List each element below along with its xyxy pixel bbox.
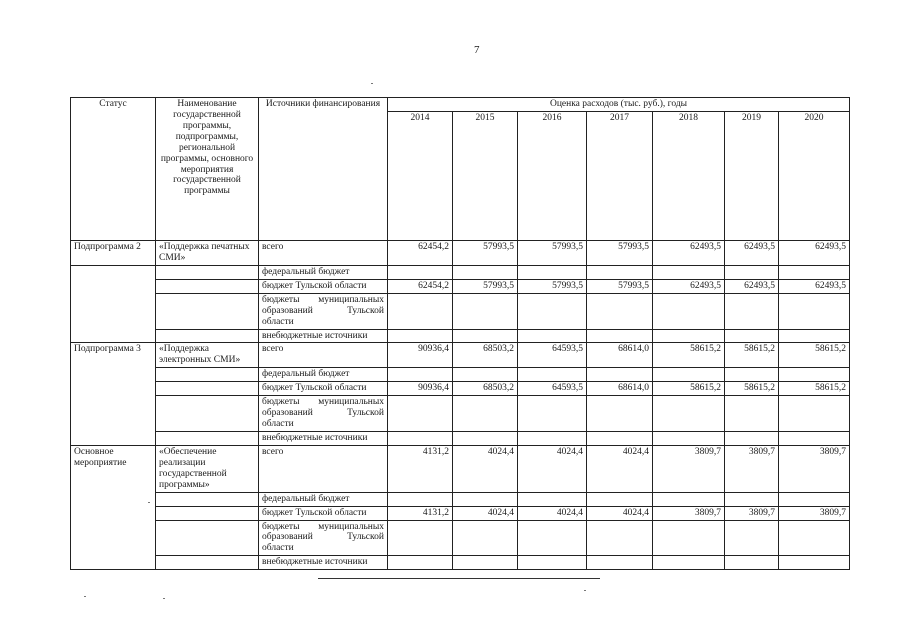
status-cell: Подпрограмма 3 — [71, 343, 156, 446]
value-cell — [388, 396, 453, 432]
value-cell — [725, 556, 779, 570]
value-cell: 58615,2 — [725, 343, 779, 368]
value-cell: 62454,2 — [388, 279, 453, 293]
value-cell — [453, 492, 518, 506]
scan-speck — [371, 83, 373, 84]
value-cell — [587, 329, 653, 343]
value-cell: 62493,5 — [725, 279, 779, 293]
value-cell — [653, 432, 725, 446]
source-cell: внебюджетные источники — [259, 556, 388, 570]
value-cell: 62454,2 — [388, 240, 453, 265]
value-cell — [779, 396, 850, 432]
value-cell — [725, 368, 779, 382]
value-cell: 57993,5 — [453, 279, 518, 293]
table-row — [71, 382, 850, 396]
table-row — [71, 445, 850, 492]
value-cell — [453, 329, 518, 343]
value-cell: 4024,4 — [587, 445, 653, 492]
value-cell — [388, 556, 453, 570]
financing-table — [70, 97, 850, 570]
value-cell — [779, 432, 850, 446]
source-cell: федеральный бюджет — [259, 492, 388, 506]
name-cell-empty — [156, 492, 259, 506]
value-cell: 3809,7 — [653, 506, 725, 520]
name-cell-empty — [156, 520, 259, 556]
table-row — [71, 556, 850, 570]
value-cell: 3809,7 — [779, 506, 850, 520]
value-cell: 58615,2 — [779, 343, 850, 368]
value-cell: 62493,5 — [653, 279, 725, 293]
value-cell — [518, 396, 587, 432]
header-year: 2016 — [518, 111, 587, 240]
header-name: Наименование государственной программы, подпрограммы, региональной программы, основного мероприятия государственной программы — [156, 98, 259, 241]
value-cell — [779, 368, 850, 382]
table-row — [71, 520, 850, 556]
value-cell — [587, 293, 653, 329]
value-cell — [388, 293, 453, 329]
value-cell — [779, 520, 850, 556]
value-cell: 4131,2 — [388, 506, 453, 520]
table-row — [71, 279, 850, 293]
value-cell — [587, 492, 653, 506]
value-cell — [453, 556, 518, 570]
value-cell — [518, 492, 587, 506]
name-cell-empty — [156, 396, 259, 432]
value-cell — [518, 368, 587, 382]
value-cell — [587, 520, 653, 556]
name-cell-empty — [156, 556, 259, 570]
footnote-separator — [318, 578, 600, 579]
value-cell — [725, 329, 779, 343]
name-cell: «Поддержка электронных СМИ» — [156, 343, 259, 368]
value-cell — [518, 520, 587, 556]
value-cell: 64593,5 — [518, 343, 587, 368]
value-cell: 62493,5 — [779, 240, 850, 265]
value-cell: 4024,4 — [453, 445, 518, 492]
table-row — [71, 343, 850, 368]
value-cell — [453, 520, 518, 556]
value-cell — [725, 396, 779, 432]
table-row — [71, 506, 850, 520]
source-cell: бюджет Тульской области — [259, 506, 388, 520]
source-cell: бюджеты муниципальных образований Тульской области — [259, 396, 388, 432]
table-row — [71, 368, 850, 382]
value-cell — [653, 265, 725, 279]
value-cell: 4024,4 — [518, 506, 587, 520]
value-cell: 57993,5 — [587, 279, 653, 293]
value-cell: 3809,7 — [725, 506, 779, 520]
source-cell: внебюджетные источники — [259, 432, 388, 446]
value-cell — [653, 556, 725, 570]
name-cell-empty — [156, 293, 259, 329]
value-cell: 4024,4 — [453, 506, 518, 520]
header-sources: Источники финансирования — [259, 98, 388, 241]
name-cell-empty — [156, 368, 259, 382]
value-cell: 64593,5 — [518, 382, 587, 396]
value-cell: 4024,4 — [587, 506, 653, 520]
source-cell: бюджет Тульской области — [259, 382, 388, 396]
name-cell-empty — [156, 432, 259, 446]
value-cell — [725, 432, 779, 446]
source-cell: внебюджетные источники — [259, 329, 388, 343]
name-cell-empty — [156, 506, 259, 520]
value-cell — [779, 556, 850, 570]
source-cell: бюджеты муниципальных образований Тульской области — [259, 520, 388, 556]
header-year: 2020 — [779, 111, 850, 240]
value-cell — [653, 329, 725, 343]
header-year: 2017 — [587, 111, 653, 240]
header-year: 2018 — [653, 111, 725, 240]
value-cell: 58615,2 — [725, 382, 779, 396]
value-cell — [453, 293, 518, 329]
value-cell: 90936,4 — [388, 382, 453, 396]
value-cell — [518, 432, 587, 446]
value-cell — [587, 396, 653, 432]
value-cell: 57993,5 — [453, 240, 518, 265]
value-cell — [779, 329, 850, 343]
table-row — [71, 240, 850, 265]
value-cell — [388, 432, 453, 446]
value-cell — [653, 293, 725, 329]
value-cell: 4024,4 — [518, 445, 587, 492]
value-cell: 57993,5 — [587, 240, 653, 265]
value-cell: 3809,7 — [653, 445, 725, 492]
value-cell — [653, 396, 725, 432]
header-estimate: Оценка расходов (тыс. руб.), годы — [388, 98, 850, 112]
value-cell — [587, 432, 653, 446]
value-cell — [779, 293, 850, 329]
value-cell — [725, 492, 779, 506]
value-cell — [725, 265, 779, 279]
table-row — [71, 329, 850, 343]
value-cell — [587, 368, 653, 382]
value-cell — [518, 265, 587, 279]
name-cell-empty — [156, 265, 259, 279]
header-year: 2014 — [388, 111, 453, 240]
header-year: 2019 — [725, 111, 779, 240]
value-cell — [518, 329, 587, 343]
name-cell-empty — [156, 279, 259, 293]
value-cell — [453, 396, 518, 432]
value-cell: 3809,7 — [725, 445, 779, 492]
value-cell — [587, 556, 653, 570]
value-cell: 68503,2 — [453, 343, 518, 368]
value-cell: 68503,2 — [453, 382, 518, 396]
name-cell-empty — [156, 329, 259, 343]
value-cell — [518, 556, 587, 570]
value-cell — [388, 265, 453, 279]
value-cell: 4131,2 — [388, 445, 453, 492]
header-year: 2015 — [453, 111, 518, 240]
scan-speck — [584, 590, 586, 591]
status-cell: Основное мероприятие — [71, 445, 156, 569]
value-cell — [453, 265, 518, 279]
name-cell: «Обеспечение реализации государственной программы» — [156, 445, 259, 492]
source-cell: бюджеты муниципальных образований Тульской области — [259, 293, 388, 329]
value-cell — [388, 492, 453, 506]
value-cell — [453, 432, 518, 446]
value-cell: 68614,0 — [587, 343, 653, 368]
value-cell — [388, 368, 453, 382]
value-cell: 58615,2 — [779, 382, 850, 396]
table-row — [71, 293, 850, 329]
scan-speck — [163, 598, 165, 599]
name-cell: «Поддержка печатных СМИ» — [156, 240, 259, 265]
source-cell: всего — [259, 445, 388, 492]
status-cell-empty — [71, 265, 156, 343]
value-cell: 58615,2 — [653, 343, 725, 368]
value-cell — [653, 368, 725, 382]
value-cell: 62493,5 — [725, 240, 779, 265]
value-cell: 58615,2 — [653, 382, 725, 396]
value-cell — [518, 293, 587, 329]
value-cell: 62493,5 — [779, 279, 850, 293]
value-cell: 90936,4 — [388, 343, 453, 368]
value-cell: 57993,5 — [518, 279, 587, 293]
source-cell: бюджет Тульской области — [259, 279, 388, 293]
value-cell — [725, 293, 779, 329]
value-cell: 3809,7 — [779, 445, 850, 492]
value-cell: 57993,5 — [518, 240, 587, 265]
table-row — [71, 492, 850, 506]
page-number: 7 — [474, 44, 480, 56]
table-row — [71, 432, 850, 446]
value-cell — [653, 520, 725, 556]
value-cell — [779, 265, 850, 279]
value-cell: 62493,5 — [653, 240, 725, 265]
value-cell — [725, 520, 779, 556]
source-cell: всего — [259, 343, 388, 368]
source-cell: федеральный бюджет — [259, 368, 388, 382]
source-cell: федеральный бюджет — [259, 265, 388, 279]
table-row — [71, 396, 850, 432]
value-cell — [388, 329, 453, 343]
value-cell — [453, 368, 518, 382]
table-row — [71, 265, 850, 279]
value-cell — [653, 492, 725, 506]
source-cell: всего — [259, 240, 388, 265]
value-cell — [388, 520, 453, 556]
status-cell: Подпрограмма 2 — [71, 240, 156, 265]
value-cell: 68614,0 — [587, 382, 653, 396]
name-cell-empty — [156, 382, 259, 396]
value-cell — [587, 265, 653, 279]
value-cell — [779, 492, 850, 506]
header-status: Статус — [71, 98, 156, 241]
scan-speck — [84, 596, 86, 597]
